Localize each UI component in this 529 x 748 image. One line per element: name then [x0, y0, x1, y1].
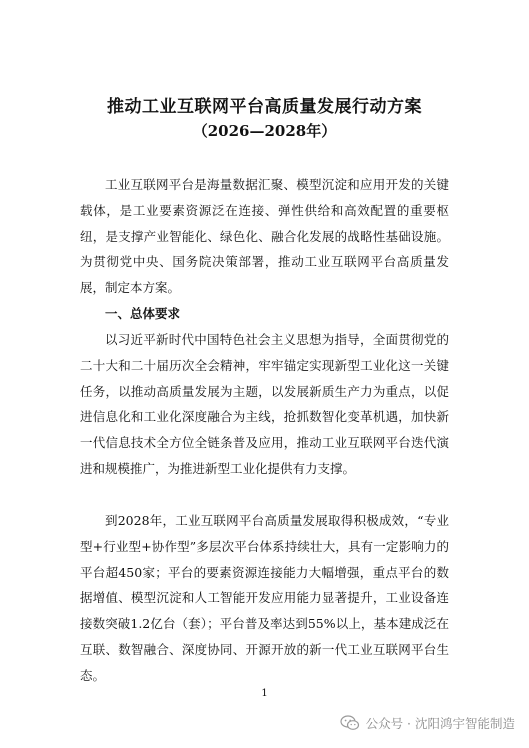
page-number: 1	[261, 688, 268, 699]
watermark-text: 公众号 · 沈阳鸿宇智能制造	[365, 716, 515, 731]
wechat-icon	[340, 715, 360, 731]
document-subtitle: （2026—2028年）	[192, 122, 337, 140]
paragraph-text: 以习近平新时代中国特色社会主义思想为指导，全面贯彻党的二十大和二十届历次全会精神，牢牢锚定实现新型工业化这一关键任务，以推动高质量发展为主题，以发展新质生产力为重点，以促进信息化和工业化深度融合为主线，抢抓数智化变革机遇，加快新一代信息技术全方位全链条普及应用，推动工业互联网平台迭代演进和规模推广，为推进新型工业化提供有力支撑。	[80, 332, 449, 476]
paragraph-guiding	[80, 327, 449, 482]
watermark	[340, 714, 515, 732]
paragraph-intro	[80, 172, 449, 301]
paragraph-targets	[80, 508, 449, 689]
document-title: 推动工业互联网平台高质量发展行动方案	[107, 97, 422, 117]
section-heading-block	[80, 301, 449, 327]
paragraph-text: 到2028年，工业互联网平台高质量发展取得积极成效，“专业型+行业型+协作型”多层次平台体系持续壮大，具有一定影响力的平台超450家；平台的要素资源连接能力大幅增强，重点平台的数据增值、模型沉淀和人工智能开发应用能力显著提升，工业设备连接数突破1.2亿台（套）；平台普及率达到55%以上，基本建成泛在互联、数智融合、深度协同、开源开放的新一代工业互联网平台生态。	[80, 513, 449, 683]
paragraph-text: 工业互联网平台是海量数据汇聚、模型沉淀和应用开发的关键载体，是工业要素资源泛在连接、弹性供给和高效配置的重要枢纽，是支撑产业智能化、绿色化、融合化发展的战略性基础设施。为贯彻党中央、国务院决策部署，推动工业互联网平台高质量发展，制定本方案。	[80, 177, 449, 296]
section-heading: 一、总体要求	[105, 306, 181, 321]
